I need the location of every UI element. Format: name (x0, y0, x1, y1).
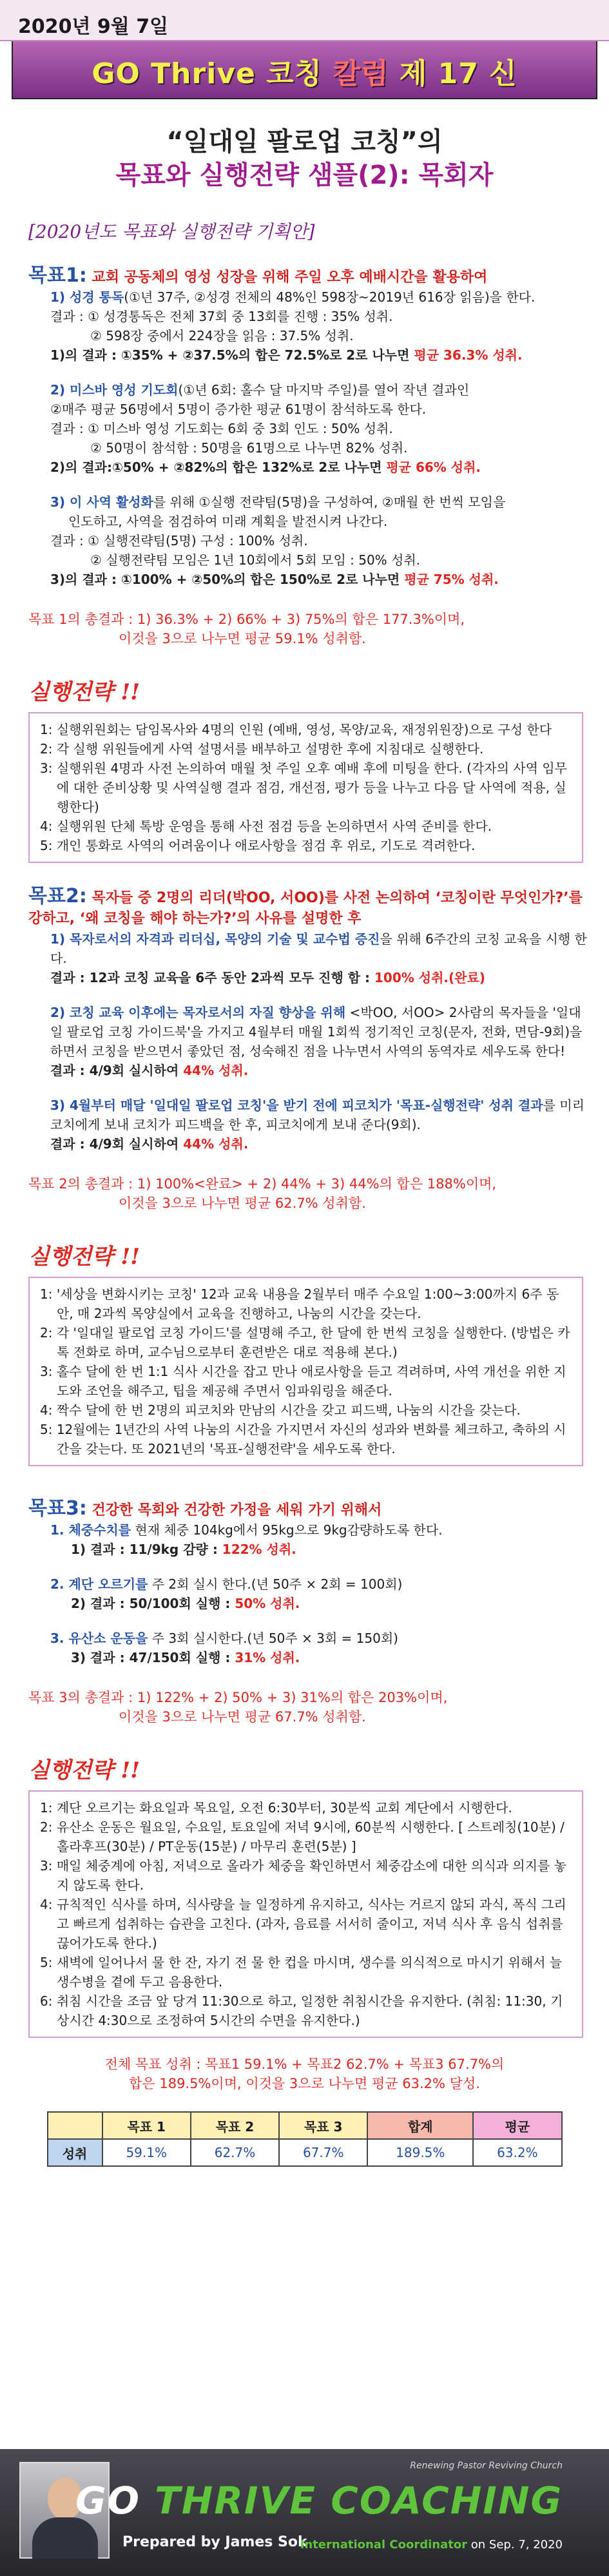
box1-item: 1: 실행위원회는 담임목사와 4명의 인원 (예배, 영성, 목양/교육, 재정위원장)으로 구성 한다 (40, 722, 552, 737)
table-cell (279, 2139, 367, 2166)
box2-item: 1: '세상을 변화시키는 코칭' 12과 교육 내용을 2월부터 매주 수요일 1:00~3:00까지 6주 동안, 매 2과씩 목양실에서 교육을 진행하고, 나눔의 시간을 갖는다. (40, 1286, 559, 1321)
goal1-item2-title: 2) 미스바 영성 기도회 (50, 382, 179, 398)
box2-item: 5: 12월에는 1년간의 사역 나눔의 시간을 가지면서 자신의 성과와 변화를 체크하고, 축하의 시간을 갖는다. 또 2021년의 '목표-실행전략'을 세우도록 한다. (40, 1422, 566, 1457)
goal2-label: 목표2: (28, 885, 87, 907)
goal3-label: 목표3: (28, 1497, 87, 1520)
table-header-cell: 합계 (367, 2112, 473, 2139)
goal3-item1 (32, 1520, 590, 1540)
box2-item: 2: 각 '일대일 팔로업 코칭 가이드'를 설명해 주고, 한 달에 한 번씩 코칭을 실행한다. (방법은 카톡 전화로 하며, 교수님으로부터 훈련받은 대로 적용해 본다.) (40, 1325, 570, 1360)
goal2-item3-result (32, 1134, 590, 1154)
goal1-item1-result-value: 평균 36.3% 성취. (414, 347, 523, 363)
exec-strategy-box-1 (28, 712, 583, 863)
goal1-item3-result (32, 570, 590, 589)
logo-go: GO (75, 2479, 140, 2523)
banner-brand: GO Thrive 코칭 (92, 57, 323, 90)
goal3-item1-result-text: 1) 결과 : 11/9kg 감량 : (71, 1542, 222, 1557)
footer (0, 2449, 609, 2576)
goal3-heading (28, 1492, 609, 1520)
box1-item: 2: 각 실행 위원들에게 사역 설명서를 배부하고 설명한 후에 지침대로 실행한다. (40, 741, 484, 757)
goal2-body (32, 929, 590, 1154)
exec-strategy-box-2 (28, 1277, 583, 1466)
goal1-item3-title: 3) 이 사역 활성화 (50, 494, 153, 510)
goal1-summary-line1: 목표 1의 총결과 : 1) 36.3% + 2) 66% + 3) 75%의 합은 177.3%이며, (28, 612, 465, 627)
goal3-body (32, 1520, 590, 1667)
goal1-item2-text: (①년 6회: 홀수 달 마지막 주일)를 열어 작년 결과인 (178, 382, 470, 398)
goal2-item3-title: 3) 4월부터 매달 '일대일 팔로업 코칭'을 받기 전에 피코치가 '목표-실행전략' 성취 결과 (50, 1098, 543, 1113)
exec-strategy-heading-3: 실행전략 !! (28, 1758, 140, 1783)
box2-item: 3: 홀수 달에 한 번 1:1 식사 시간을 잡고 만나 애로사항을 듣고 격려하며, 사역 개선을 위한 지도와 조언을 해주고, 팁을 제공해 주면서 임파워링을 해준다. (40, 1364, 566, 1399)
goal3-title: 건강한 목회와 건강한 가정을 세워 가기 위해서 (92, 1502, 382, 1518)
goal1-item3-line3: ② 실행전략팀 모임은 1년 10회에서 5회 모임 : 50% 성취. (90, 552, 421, 568)
exec-strategy-heading-2: 실행전략 !! (28, 1244, 140, 1270)
date-bar (0, 0, 609, 41)
goal1-item1-text: (①년 37주, ②성경 전체의 48%인 598장~2019년 616장 읽음)을 한다. (124, 289, 536, 305)
box3-item: 3: 매일 체중계에 아침, 저녁으로 올라가 체중을 확인하면서 체중감소에 대한 의식과 의지를 놓지 않도록 한다. (40, 1858, 566, 1893)
goal2-item2-text: <박OO, 서OO> 2사람의 목자들을 '일대일 팔로업 코칭 가이드북'을 가지고 4월부터 매월 1회씩 정기적인 코칭(문자, 전화, 면담-9회)을 하면서 코칭을 받으면서 좋았던 점, 성숙해진 점을 나누면서 사역의 동역자로 세우도록 한다! (50, 1005, 583, 1059)
goal3-item1-title: 1. 체중수치를 (50, 1522, 131, 1538)
goal1-label: 목표1: (28, 264, 87, 287)
table-cell (102, 2139, 191, 2166)
goal2-item3-result-text: 결과 : 4/9회 실시하여 (50, 1136, 184, 1152)
table-header-cell: 목표 1 (102, 2112, 191, 2139)
footer-tagline: Renewing Pastor Reviving Church (410, 2461, 563, 2471)
box3-item: 6: 취침 시간을 조금 앞 당겨 11:30으로 하고, 일정한 취침시간을 유지한다. (취침: 11:30, 기상시간 4:30으로 조정하여 5시간의 수면을 유지한다.) (40, 1993, 563, 2028)
goal2-item1-text: 을 위해 6주간의 코칭 교육을 시행 한다. (50, 931, 587, 966)
table-header-cell (48, 2112, 102, 2139)
goal3-item2-result (32, 1594, 590, 1613)
goal2-item3-text: 를 미리 코치에게 보내 코치가 피드백을 한 후, 피코치에게 보내 준다(9회). (50, 1098, 585, 1132)
box1-item: 4: 실행위원 단체 톡방 운영을 통해 사전 점검 등을 논의하면서 사역 준비를 한다. (40, 818, 492, 834)
table-header-row (48, 2112, 562, 2139)
goal1-item1-result (32, 345, 590, 365)
exec-strategy-heading-1: 실행전략 !! (28, 679, 140, 705)
prepared-by: Prepared by James Sok (122, 2534, 307, 2550)
goal2-item2-result (32, 1061, 590, 1080)
box1-item: 3: 실행위원 4명과 사전 논의하여 매월 첫 주일 오후 예배 후에 미팅을 한다. (각자의 사역 임무에 대한 준비상황 및 사역실행 결과 점검, 개선점, 평가 등을 나누고 다음 달 사역에 적용, 실행한다) (40, 760, 567, 815)
table-cell (367, 2139, 473, 2166)
goal2-item2-result-text: 결과 : 4/9회 실시하여 (50, 1063, 184, 1078)
goal1-item3 (32, 492, 590, 512)
goal1-item3-line2: 결과 : ① 실행전략팀(5명) 구성 : 100% 성취. (50, 533, 308, 548)
headline-line2: 목표와 실행전략 샘플(2): 목회자 (115, 160, 494, 190)
goal1-item2-line2: 결과 : ① 미스바 영성 기도회는 6회 중 3회 인도 : 50% 성취. (50, 421, 393, 436)
goal2-summary-line2: 이것을 3으로 나누면 평균 62.7% 성취함. (119, 1196, 366, 1211)
overall-summary (0, 2055, 609, 2093)
goal3-item1-text: 현재 체중 104kg에서 95kg으로 9kg감량하도록 한다. (131, 1522, 443, 1538)
overall-summary-line2: 합은 189.5%이며, 이것을 3으로 나누면 평균 63.2% 달성. (129, 2076, 480, 2091)
goal1-summary-line2: 이것을 3으로 나누면 평균 59.1% 성취함. (119, 631, 366, 646)
goal2-item1 (32, 929, 590, 968)
goal1-heading (28, 259, 609, 287)
table-cell-value: 59.1% (126, 2145, 167, 2160)
goal2-item3-result-value: 44% 성취. (183, 1136, 249, 1152)
logo-coaching: COACHING (331, 2479, 563, 2523)
logo-thrive: THRIVE (155, 2479, 316, 2523)
banner-title (13, 50, 596, 92)
table-row (48, 2139, 562, 2166)
goal3-summary (28, 1688, 609, 1727)
goal3-item2-result-value: 50% 성취. (235, 1596, 300, 1611)
box3-item: 2: 유산소 운동은 월요일, 수요일, 토요일에 저녁 9시에, 60분씩 시행한다. [ 스트레칭(10분) / 홀라후프(30분) / PT운동(15분) / 마무리 훈련(5분) ] (40, 1819, 565, 1854)
goal1-item1-line2: ② 598장 중에서 224장을 읽음 : 37.5% 성취. (90, 328, 354, 344)
goal1-item2-line3: ② 50명이 참석함 : 50명을 61명으로 나누면 82% 성취. (90, 440, 408, 456)
goal1-item1-title: 1) 성경 통독 (50, 289, 124, 305)
goal3-item3-result-text: 3) 결과 : 47/150회 실행 : (71, 1650, 235, 1665)
goal3-item1-result (32, 1540, 590, 1559)
table-header-cell: 평균 (473, 2112, 561, 2139)
goal2-item2 (32, 1003, 590, 1061)
goal2-summary (28, 1174, 609, 1213)
goal1-item1 (32, 287, 590, 307)
goal3-item1-result-value: 122% 성취. (222, 1542, 296, 1557)
goal1-item3-result-value: 평균 75% 성취. (404, 572, 499, 587)
title-banner (12, 41, 597, 99)
goal1-body (32, 287, 590, 589)
goal2-item2-result-value: 44% 성취. (183, 1063, 249, 1078)
goal3-summary-line1: 목표 3의 총결과 : 1) 122% + 2) 50% + 3) 31%의 합은 203%이며, (28, 1690, 448, 1705)
goal2-summary-line1: 목표 2의 총결과 : 1) 100%<완료> + 2) 44% + 3) 44%의 합은 188%이며, (28, 1176, 497, 1192)
coordinator-line (300, 2538, 563, 2552)
goal1-item2-result-text: 2)의 결과:①50% + ②82%의 합은 132%로 2로 나누면 (50, 460, 387, 475)
goal1-item2-result-value: 평균 66% 성취. (386, 460, 481, 475)
table-cell-value: 62.7% (214, 2145, 256, 2160)
banner-issue: 제 17 신 (399, 57, 517, 90)
goal1-item3-result-text: 3)의 결과 : ①100% + ②50%의 합은 150%로 2로 나누면 (50, 572, 405, 587)
table-cell-value: 63.2% (497, 2145, 538, 2160)
table-cell (473, 2139, 561, 2166)
table-header-cell: 목표 3 (279, 2112, 367, 2139)
goal3-item2-result-text: 2) 결과 : 50/100회 실행 : (71, 1596, 235, 1611)
goal1-item2-result (32, 458, 590, 477)
goal2-item1-result-value: 100% 성취.(완료) (374, 970, 485, 985)
goal2-title: 목자들 중 2명의 리더(박OO, 서OO)를 사전 논의하여 ‘코칭이란 무엇인가?’를 강하고, ‘왜 코칭을 해야 하는가?’의 사유를 설명한 후 (28, 890, 583, 927)
table-cell-value: 67.7% (302, 2145, 344, 2160)
goal2-item3 (32, 1096, 590, 1134)
goal2-item1-result-text: 결과 : 12과 코칭 교육을 6주 동안 2과씩 모두 진행 함 : (50, 970, 374, 985)
box3-item: 5: 새벽에 일어나서 물 한 잔, 자기 전 물 한 컵을 마시며, 생수를 의식적으로 마시기 위해서 늘 생수병을 곁에 두고 음용한다. (40, 1955, 563, 1990)
goal2-heading (28, 886, 590, 929)
box3-item: 1: 계단 오르기는 화요일과 목요일, 오전 6:30부터, 30분씩 교회 계단에서 시행한다. (40, 1800, 512, 1816)
goal3-item3-result (32, 1648, 590, 1667)
date-text: 2020년 9월 7일 (18, 15, 169, 38)
goal1-item3-line1: 인도하고, 사역을 점검하여 미래 계획을 발전시켜 나간다. (68, 514, 388, 529)
goal3-summary-line2: 이것을 3으로 나누면 평균 67.7% 성취함. (119, 1709, 366, 1725)
box2-item: 4: 짝수 달에 한 번 2명의 피코치와 만남의 시간을 갖고 피드백, 나눔의 시간을 갖는다. (40, 1402, 521, 1418)
table-row-label: 성취 (48, 2139, 102, 2166)
table-cell-value: 189.5% (396, 2145, 445, 2160)
goal1-item2-line1: ②매주 평균 56명에서 5명이 증가한 평균 61명이 참석하도록 한다. (50, 402, 427, 417)
goal1-summary (28, 610, 609, 648)
table-header-cell: 목표 2 (191, 2112, 279, 2139)
headline (0, 125, 609, 192)
goal3-item2-title: 2. 계단 오르기를 (50, 1576, 148, 1592)
box1-item: 5: 개인 통화로 사역의 어려움이나 애로사항을 점검 후 위로, 기도로 격려한다. (40, 838, 476, 853)
goal3-item3-title: 3. 유산소 운동을 (50, 1631, 148, 1646)
plan-heading: [2020년도 목표와 실행전략 기획안] (28, 221, 315, 242)
overall-summary-line1: 전체 목표 성취 : 목표1 59.1% + 목표2 62.7% + 목표3 67.7%의 (104, 2057, 505, 2072)
goal1-title: 교회 공동체의 영성 성장을 위해 주일 오후 예배시간을 활용하여 (92, 269, 488, 286)
coordinator-date: on Sep. 7, 2020 (467, 2538, 563, 2552)
goal2-item2-title: 2) 코칭 교육 이후에는 목자로서의 자질 향상을 위해 (50, 1005, 346, 1020)
headline-line1: “일대일 팔로업 코칭”의 (166, 127, 443, 157)
goal1-item2 (32, 380, 590, 400)
goal1-item3-text: 를 위해 ①실행 전략팀(5명)을 구성하여, ②매월 한 번씩 모임을 (153, 494, 506, 510)
goal3-item2-text: 주 2회 실시 한다.(년 50주 × 2회 = 100회) (148, 1576, 403, 1592)
goal3-item2 (32, 1574, 590, 1594)
goal3-item3-result-value: 31% 성취. (235, 1650, 300, 1665)
exec-strategy-box-3 (28, 1790, 583, 2038)
box3-item: 4: 규칙적인 식사를 하며, 식사량을 늘 일정하게 유지하고, 식사는 거르지 않되 과식, 폭식 그리고 빠르게 섭취하는 습관을 고친다. (과자, 음료를 서서히 줄이고, 저녁 식사 후 음식 섭취를 끊어가도록 한다.) (40, 1897, 566, 1951)
footer-logo (75, 2479, 563, 2523)
goal1-item1-result-text: 1)의 결과 : ①35% + ②37.5%의 합은 72.5%로 2로 나누면 (50, 347, 414, 363)
goal3-item3-text: 주 3회 실시한다.(년 50주 × 3회 = 150회) (148, 1631, 398, 1646)
goal2-item1-result (32, 968, 590, 987)
banner-column: 칼럼 (333, 57, 389, 90)
goal3-item3 (32, 1629, 590, 1648)
table-cell (191, 2139, 279, 2166)
coordinator-title: International Coordinator (300, 2538, 468, 2552)
goal1-item1-line1: 결과 : ① 성경통독은 전체 37회 중 13회를 진행 : 35% 성취. (50, 309, 393, 324)
goal2-item1-title: 1) 목자로서의 자격과 리더십, 목양의 기술 및 교수법 증진 (50, 931, 380, 947)
summary-table (47, 2111, 563, 2167)
